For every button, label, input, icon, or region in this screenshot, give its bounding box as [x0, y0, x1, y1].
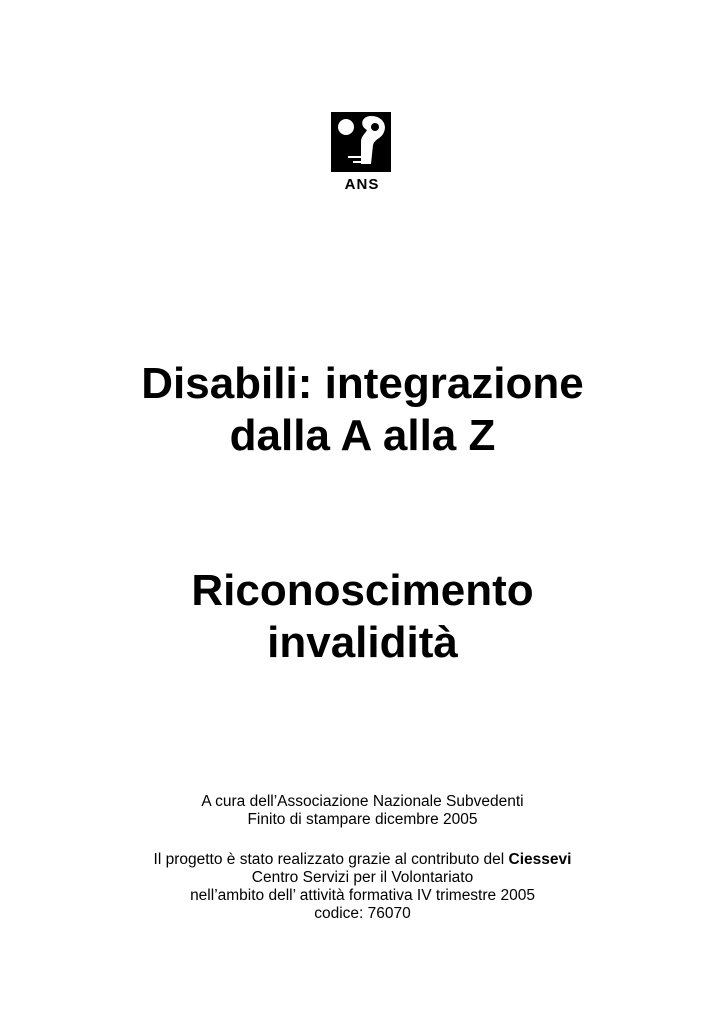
project-funding-line — [0, 851, 725, 869]
main-title-line-2: dalla A alla Z — [229, 411, 496, 460]
project-info — [0, 851, 725, 923]
service-center-text: Centro Servizi per il Volontariato — [251, 869, 474, 886]
subtitle-line-1: Riconoscimento — [191, 566, 534, 615]
main-title-line-1: Disabili: integrazione — [141, 359, 584, 408]
main-title — [0, 358, 725, 462]
printed-date-text: Finito di stampare dicembre 2005 — [247, 811, 478, 828]
curated-by-text: A cura dell’Associazione Nazionale Subvedenti — [201, 793, 524, 810]
code-text: codice: 76070 — [314, 905, 411, 922]
activity-text: nell’ambito dell’ attività formativa IV trimestre 2005 — [190, 887, 535, 904]
subtitle — [0, 565, 725, 669]
project-sponsor-name: Ciessevi — [508, 851, 572, 868]
subtitle-line-2: invalidità — [267, 618, 458, 667]
ans-logo-mark — [331, 112, 391, 172]
ans-logo — [331, 112, 393, 198]
project-funding-prefix: Il progetto è stato realizzato grazie al contributo del — [153, 851, 509, 868]
ans-logo-text: ANS — [344, 176, 380, 193]
publication-info — [0, 793, 725, 829]
